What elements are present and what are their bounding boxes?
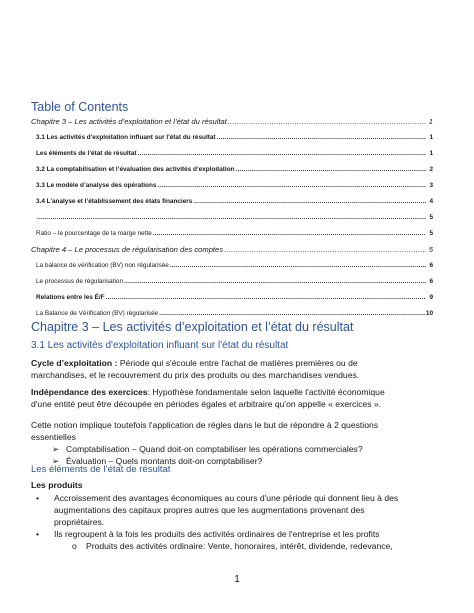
toc-entry-page: 1 <box>429 150 433 157</box>
list-item-text: Évaluation – Quels montants doit-on comptabiliser? <box>66 456 263 466</box>
toc-entry[interactable] <box>36 229 433 241</box>
toc-entry-text: 3.4 L’analyse et l’établissement des états financiers <box>36 198 193 205</box>
toc-entry-text: 3.3 Le modèle d’analyse des opérations <box>36 182 157 189</box>
toc-leader <box>37 213 426 222</box>
toc-entry[interactable] <box>31 245 433 257</box>
toc-entry[interactable] <box>36 261 433 273</box>
independence-term: Indépendance des exercices <box>31 387 148 397</box>
independence-text-line: : Hypothèse fondamentale selon laquelle l'activité économique <box>147 387 385 397</box>
toc-entry-text: Chapitre 4 – Le processus de régularisation des comptes <box>31 245 224 254</box>
toc-entry-text: 3.2 La comptabilisation et l’évaluation des activités d’exploitation <box>36 166 235 173</box>
list-item <box>36 492 446 528</box>
cycle-paragraph <box>31 357 443 381</box>
list-item-text: Ils regroupent à la fois les produits des activités ordinaires de l'entreprise et les profits <box>54 529 380 539</box>
notion-text-line: essentielles <box>31 432 76 442</box>
cycle-term: Cycle d’exploitation : <box>31 358 118 368</box>
toc-leader <box>224 245 426 254</box>
toc-entry[interactable] <box>36 293 433 305</box>
toc-entry-text: La Balance de Vérification (BV) régularisée <box>36 310 159 317</box>
toc-leader <box>106 293 426 302</box>
toc-entry[interactable] <box>36 197 433 209</box>
toc-entry-page: 5 <box>428 245 433 254</box>
toc-entry-page: 2 <box>429 166 433 173</box>
list-item-text: Accroissement des avantages économiques au cours d'une période qui donnent lieu à des <box>54 493 399 503</box>
independence-paragraph <box>31 386 443 410</box>
toc-entry[interactable] <box>36 213 433 225</box>
toc-entry-page: 4 <box>429 198 433 205</box>
toc-entry-page: 6 <box>429 262 433 269</box>
section-heading: 3.1 Les activités d'exploitation influant sur l'état du résultat <box>31 340 289 351</box>
toc-entry-text: Ratio – le pourcentage de la marge nette <box>36 230 152 237</box>
chapter-heading: Chapitre 3 – Les activités d’exploitation et l’état du résultat <box>31 320 354 334</box>
toc-leader <box>217 133 426 142</box>
toc-leader <box>170 261 426 270</box>
toc-entry[interactable] <box>36 133 433 145</box>
list-item-text: augmentations des capitaux propres autres que les augmentations provenant des <box>54 505 365 515</box>
list-item <box>52 443 432 455</box>
toc-leader <box>193 197 426 206</box>
toc-entry-page: 1 <box>428 117 433 126</box>
list-item-text: Comptabilisation – Quand doit-on comptabiliser les opérations commerciales? <box>66 444 363 454</box>
toc-entry[interactable] <box>36 277 433 289</box>
bullet-marker: • <box>36 529 40 539</box>
bullet-marker: ➢ <box>52 444 60 454</box>
notion-text-line: Cette notion implique toutefois l'application de règles dans le but de répondre à 2 questions <box>31 420 379 430</box>
toc-entry-text: Relations entre les É/F <box>36 294 105 301</box>
toc-entry[interactable] <box>36 165 433 177</box>
bullet-marker: ➢ <box>52 456 60 466</box>
subsection-heading: Les éléments de l’état de résultat <box>31 464 171 475</box>
toc-leader <box>153 229 426 238</box>
toc-entry[interactable] <box>31 117 433 129</box>
toc-entry-text: 3.1 Les activités d'exploitation influant sur l'état du résultat <box>36 134 216 141</box>
list-item-text: Produits des activités ordinaire: Vente, honoraires, intérêt, dividende, redevance, <box>86 541 393 551</box>
toc-leader <box>159 309 425 318</box>
toc-leader <box>138 149 426 158</box>
toc-entry[interactable] <box>36 149 433 161</box>
cycle-text-line: marchandises, et le recouvrement du prix des produits ou des marchandises vendues. <box>31 370 360 380</box>
notion-paragraph <box>31 419 443 443</box>
toc-entry-page: 10 <box>425 310 433 317</box>
toc-entry-page: 3 <box>429 182 433 189</box>
toc-entry-text: Chapitre 3 – Les activités d’exploitation et l’état du résultat <box>31 117 227 126</box>
cycle-text-line: Période qui s'écoule entre l'achat de matières premières ou de <box>117 358 358 368</box>
bullet-marker: • <box>36 493 40 503</box>
toc-entry-page: 6 <box>429 278 433 285</box>
list-item-text: propriétaires. <box>54 517 105 527</box>
toc-leader <box>157 181 426 190</box>
toc-entry-text: Le processus de régularisation <box>36 278 124 285</box>
toc-title: Table of Contents <box>31 100 129 114</box>
toc-entry-text: La balance de vérification (BV) non régularisée <box>36 262 169 269</box>
independence-text-line: d'une entité peut être découpée en périodes égales et arbitraire qu'on appelle « exercices ». <box>31 399 382 409</box>
toc-entry[interactable] <box>36 181 433 193</box>
list-item <box>36 528 446 540</box>
page-number: 1 <box>234 574 240 585</box>
toc-entry-page: 5 <box>429 230 433 237</box>
produits-label: Les produits <box>31 480 83 490</box>
toc-entry-page: 9 <box>429 294 433 301</box>
toc-entry-page: 1 <box>429 134 433 141</box>
bullet-marker: o <box>72 541 77 551</box>
toc-leader <box>228 117 426 126</box>
toc-leader <box>236 165 426 174</box>
toc-entry-page: 5 <box>429 214 433 221</box>
sub-list-item <box>72 540 446 552</box>
toc-entry-text: Les éléments de l’état de résultat <box>36 150 137 157</box>
toc-leader <box>124 277 426 286</box>
